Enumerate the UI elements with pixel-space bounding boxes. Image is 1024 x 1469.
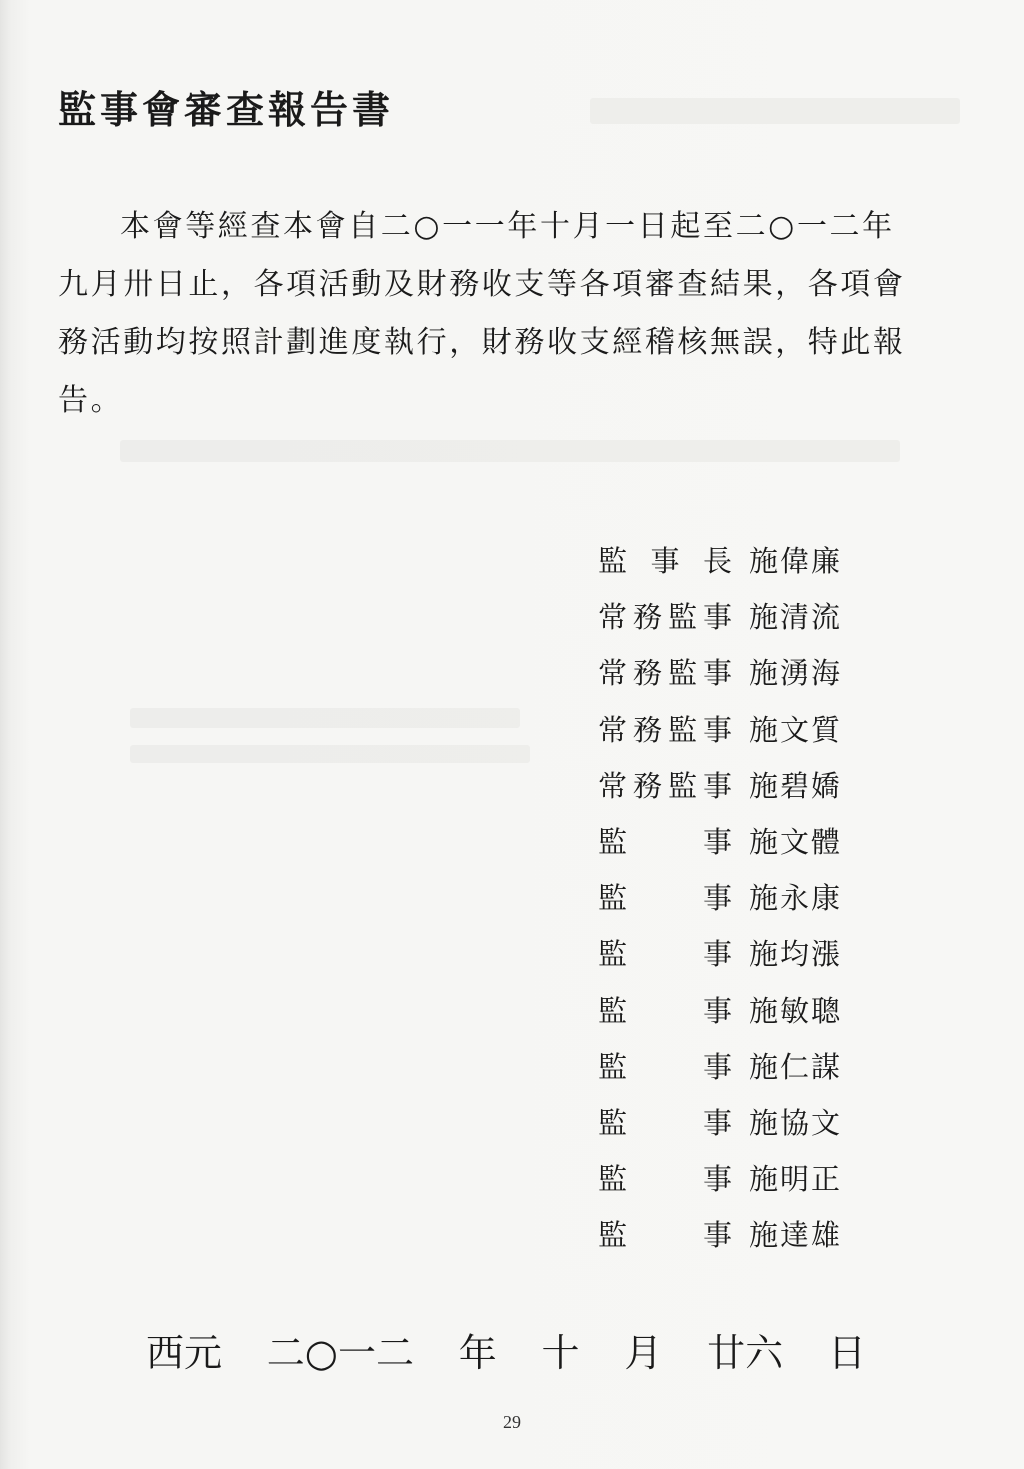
signatory-title: [598, 645, 732, 701]
date-part: 年: [458, 1331, 497, 1375]
signatory-title: [598, 1039, 732, 1095]
signatory-title-char: 常: [598, 656, 628, 691]
signatory-title-char: 監: [598, 544, 628, 578]
signatory-title-char: 事: [702, 1218, 732, 1253]
signatory-name: 施協文: [749, 1105, 843, 1140]
signatory-title-char: 監: [667, 712, 697, 747]
signatory-name: 施明正: [749, 1162, 843, 1197]
signatory-title: [598, 533, 732, 589]
document-date: [146, 1323, 866, 1383]
signatory-title-char: 監: [667, 768, 697, 803]
signatory-row: [598, 814, 898, 870]
date-part: 日: [827, 1331, 866, 1375]
signatory-title-char: 常: [598, 600, 628, 635]
signatory-name: 施湧海: [749, 656, 843, 691]
signatory-name: 施達雄: [749, 1218, 843, 1253]
signatory-title-char: 事: [702, 600, 732, 635]
signatory-title-char: 監: [598, 881, 628, 916]
page-number: 29: [503, 1412, 521, 1432]
bleed-through-mark: [120, 440, 900, 462]
signatory-title-char: 務: [632, 768, 662, 803]
signatory-title-char: 事: [702, 937, 732, 972]
signatory-title-char: 事: [702, 1105, 732, 1140]
signatory-title-char: 事: [702, 824, 732, 859]
signatory-name: 施文體: [749, 824, 843, 859]
signatory-title: [598, 589, 732, 645]
bleed-through-mark: [130, 745, 530, 763]
report-paragraph: [58, 198, 958, 430]
signatory-title-char: 監: [667, 656, 697, 691]
signatory-title: [598, 983, 732, 1039]
paragraph-line: 九月卅日止，各項活動及財務收支等各項審查結果，各項會: [58, 267, 906, 302]
signatory-row: [598, 645, 898, 701]
signatory-name: 施清流: [749, 600, 843, 635]
signatory-title: [598, 1207, 732, 1263]
date-part: 十: [541, 1331, 580, 1375]
signatory-title: [598, 1151, 732, 1207]
signatory-title-char: 事: [702, 993, 732, 1028]
signatory-title: [598, 758, 732, 814]
date-part: 廿六: [707, 1331, 784, 1375]
document-title: 監事會審查報告書: [58, 87, 395, 132]
signatory-title: [598, 870, 732, 926]
paragraph-line: 告。: [58, 383, 124, 418]
signatory-title-char: 監: [598, 993, 628, 1028]
signatory-row: [598, 589, 898, 645]
signatory-name: 施敏聰: [749, 993, 843, 1028]
signatory-row: [598, 870, 898, 926]
signatory-title-char: 事: [702, 768, 732, 803]
signatory-name: 施均漲: [749, 937, 843, 972]
signatory-title-char: 事: [650, 544, 680, 578]
bleed-through-mark: [590, 98, 960, 124]
signatory-title: [598, 702, 732, 758]
signatory-title: [598, 1095, 732, 1151]
signatory-title-char: 務: [632, 712, 662, 747]
date-part: 月: [624, 1331, 663, 1375]
signatory-title-char: 監: [598, 1162, 628, 1197]
signatory-title-char: 監: [598, 1105, 628, 1140]
signatory-row: [598, 1151, 898, 1207]
paragraph-line: 本會等經查本會自二○一一年十月一日起至二○一二年: [120, 209, 895, 244]
signatory-row: [598, 926, 898, 982]
signatory-title-char: 監: [598, 1218, 628, 1253]
signatory-title: [598, 814, 732, 870]
signatory-name: 施碧嬌: [749, 768, 843, 803]
paragraph-line: 務活動均按照計劃進度執行，財務收支經稽核無誤，特此報: [58, 325, 906, 360]
signatory-title-char: 監: [598, 937, 628, 972]
signatory-list: [598, 533, 898, 1263]
signatory-title: [598, 926, 732, 982]
signatory-title-char: 常: [598, 768, 628, 803]
signatory-title-char: 事: [702, 1049, 732, 1084]
signatory-title-char: 監: [598, 1049, 628, 1084]
date-part: 二○一二: [266, 1331, 414, 1375]
signatory-name: 施文質: [749, 712, 843, 747]
signatory-title-char: 事: [702, 1162, 732, 1197]
signatory-name: 施仁謀: [749, 1049, 843, 1084]
signatory-row: [598, 983, 898, 1039]
signatory-row: [598, 533, 898, 589]
signatory-title-char: 事: [702, 881, 732, 916]
signatory-title-char: 監: [598, 824, 628, 859]
signatory-row: [598, 1095, 898, 1151]
signatory-title-char: 事: [702, 712, 732, 747]
signatory-name: 施永康: [749, 881, 843, 916]
signatory-title-char: 常: [598, 712, 628, 747]
signatory-name: 施偉廉: [749, 544, 843, 578]
bleed-through-mark: [130, 708, 520, 728]
signatory-row: [598, 758, 898, 814]
signatory-title-char: 務: [632, 656, 662, 691]
signatory-row: [598, 702, 898, 758]
signatory-row: [598, 1039, 898, 1095]
signatory-title-char: 監: [667, 600, 697, 635]
date-part: 西元: [146, 1331, 223, 1375]
signatory-title-char: 事: [702, 656, 732, 691]
signatory-title-char: 務: [632, 600, 662, 635]
signatory-title-char: 長: [702, 544, 732, 578]
signatory-row: [598, 1207, 898, 1263]
